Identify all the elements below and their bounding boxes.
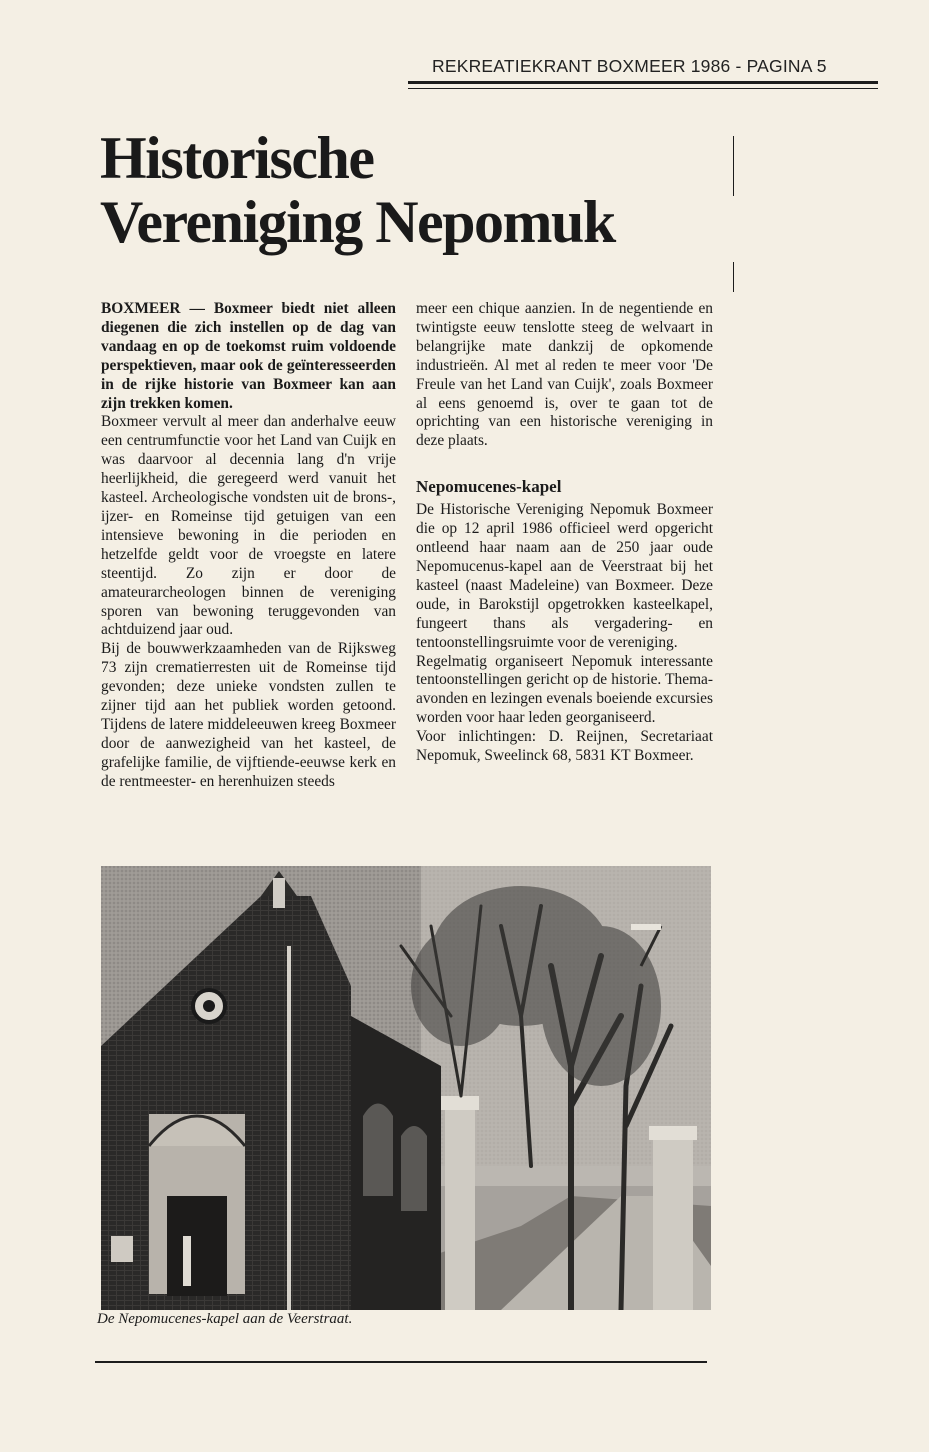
article-paragraph: meer een chique aanzien. In de negentiende en twintigste eeuw tenslotte steeg de welvaart in belangrijke mate dankzij de opkomende industrieën. Al met al reden te meer voor 'De Freule van het Land van Cuijk', zoals Boxmeer al eens genoemd is, over te gaan tot de oprichting van een historische vereniging in deze plaats.: [416, 300, 713, 450]
photo-caption: De Nepomucenes-kapel aan de Veerstraat.: [97, 1311, 353, 1327]
article-subheading: Nepomucenes-kapel: [416, 477, 562, 497]
article-paragraph: Voor inlichtingen: D. Reijnen, Secretariaat Nepomuk, Sweelinck 68, 5831 KT Boxmeer.: [416, 728, 713, 765]
column-margin-rule: [733, 262, 734, 292]
header-rule-thick: [408, 81, 878, 84]
article-lead: BOXMEER — Boxmeer biedt niet alleen diegenen die zich instellen op de dag van vandaag en op de toekomst ruim voldoende perspektieven, maar ook de geïnteresseerden in de rijke historie van Boxmeer kan aan zijn trekken komen.: [101, 300, 396, 412]
header-rule-thin: [408, 88, 878, 89]
chapel-photo-drawing: [101, 866, 711, 1310]
article-title-line-1: Historische: [100, 125, 374, 191]
article-paragraph: Boxmeer vervult al meer dan anderhalve eeuw een centrumfunctie voor het Land van Cuijk en was daarvoor al decennia lang d'n vrije heerlijkheid, die geregeerd werd vanuit het kasteel. Archeologische vondsten uit de brons-, ijzer- en Romeinse tijd getuigen van een intensieve bewoning in die perioden en hetzelfde geldt voor de vroegste en latere steentijd. Zo zijn er door de amateurarcheologen binnen de vereniging sporen van bewoning teruggevonden van achtduizend jaar oud.: [101, 413, 396, 639]
running-head: REKREATIEKRANT BOXMEER 1986 - PAGINA 5: [432, 56, 827, 76]
article-title-line-2: Vereniging Nepomuk: [100, 189, 615, 255]
article-paragraph: Bij de bouwwerkzaamheden van de Rijksweg 73 zijn crematierresten uit de Romeinse tijd gevonden; deze unieke vondsten zullen te zijner tijd aan het publiek worden getoond. Tijdens de latere middeleeuwen kreeg Boxmeer door de aanwezigheid van het kasteel, de grafelijke familie, de vijftiende-eeuwse kerk en de rentmeester- en herenhuizen steeds: [101, 640, 396, 790]
chapel-photo: [101, 866, 711, 1310]
article-column-right: [416, 300, 713, 766]
article-paragraph: Regelmatig organiseert Nepomuk interessante tentoonstellingen gericht op de historie. Thema-avonden en lezingen evenals boeiende excursies worden voor haar leden georganiseerd.: [416, 652, 713, 727]
article-column-left: [101, 300, 396, 792]
article-title: [100, 126, 740, 254]
footer-rule: [95, 1361, 707, 1363]
article-paragraph: De Historische Vereniging Nepomuk Boxmeer die op 12 april 1986 officieel werd opgericht ontleend haar naam aan de 250 jaar oude Nepomucenus-kapel aan de Veerstraat bij het kasteel (naast Madeleine) van Boxmeer. Deze oude, in Barokstijl opgetrokken kasteelkapel, fungeert thans als vergadering- en tentoonstellingsruimte voor de vereniging.: [416, 501, 713, 651]
